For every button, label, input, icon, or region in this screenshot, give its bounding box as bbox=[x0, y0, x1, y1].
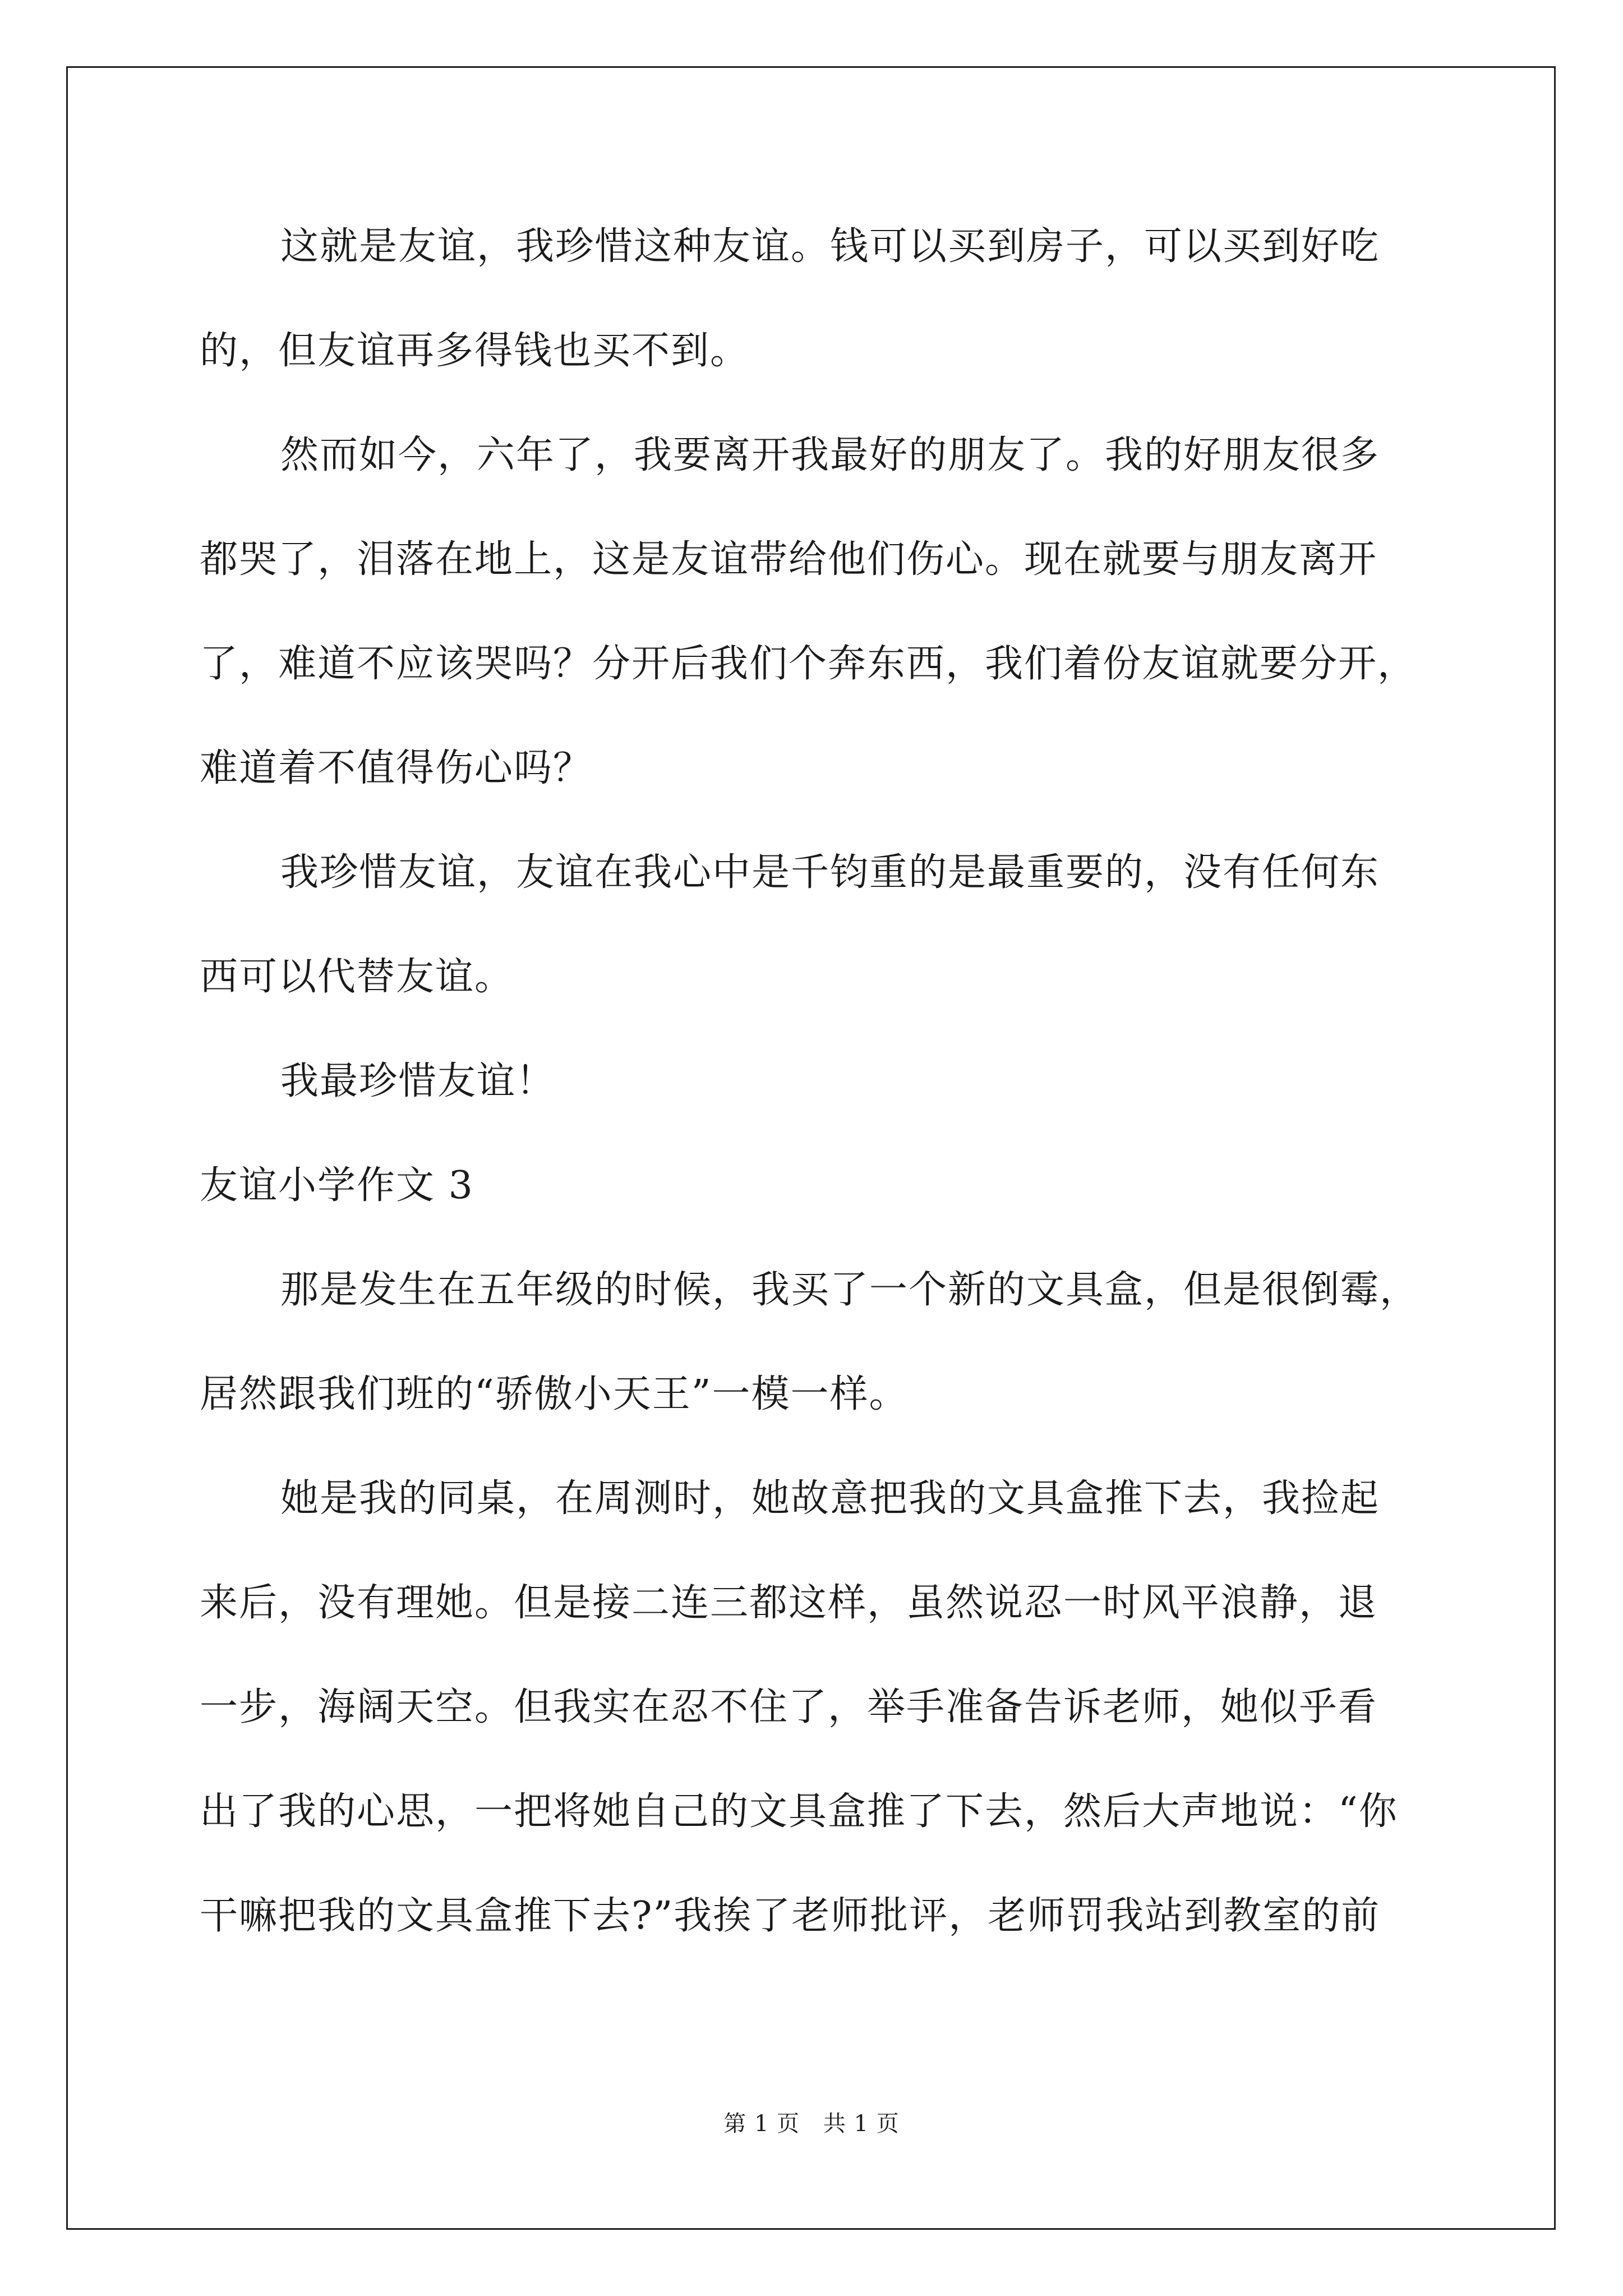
paragraph-line: 那是发生在五年级的时候，我买了一个新的文具盒，但是很倒霉， bbox=[280, 1268, 1419, 1312]
paragraph-line: 干嘛把我的文具盒推下去?”我挨了老师批评，老师罚我站到教室的前 bbox=[200, 1894, 1381, 1938]
paragraph-line: 出了我的心思，一把将她自己的文具盒推了下去，然后大声地说：“你 bbox=[200, 1789, 1398, 1834]
paragraph-line: 居然跟我们班的“骄傲小天王”一模一样。 bbox=[200, 1372, 909, 1416]
paragraph-line: 来后，没有理她。但是接二连三都这样，虽然说忍一时风平浪静，退 bbox=[200, 1581, 1378, 1625]
paragraph-line: 都哭了，泪落在地上，这是友谊带给他们伤心。现在就要与朋友离开 bbox=[200, 537, 1378, 582]
paragraph-line: 我最珍惜友谊！ bbox=[280, 1059, 556, 1103]
paragraph-line: 难道着不值得伤心吗？ bbox=[200, 746, 593, 790]
document-body bbox=[200, 220, 1450, 1943]
paragraph-line: 我珍惜友谊，友谊在我心中是千钧重的是最重要的，没有任何东 bbox=[280, 850, 1380, 895]
page-footer bbox=[0, 2109, 1623, 2138]
paragraph-line: 一步，海阔天空。但我实在忍不住了，举手准备告诉老师，她似乎看 bbox=[200, 1685, 1378, 1729]
paragraph-line: 她是我的同桌，在周测时，她故意把我的文具盒推下去，我捡起 bbox=[280, 1476, 1380, 1521]
section-heading: 友谊小学作文 3 bbox=[200, 1163, 474, 1208]
paragraph-line: 的，但友谊再多得钱也买不到。 bbox=[200, 329, 750, 373]
paragraph-line: 了，难道不应该哭吗？分开后我们个奔东西，我们着份友谊就要分开， bbox=[200, 642, 1417, 686]
paragraph-line: 这就是友谊，我珍惜这种友谊。钱可以买到房子，可以买到好吃 bbox=[280, 224, 1380, 269]
page-number-current: 第 1 页 bbox=[723, 2111, 800, 2137]
paragraph-line: 西可以代替友谊。 bbox=[200, 955, 514, 999]
paragraph-line: 然而如今，六年了，我要离开我最好的朋友了。我的好朋友很多 bbox=[280, 433, 1380, 477]
page-number-total: 共 1 页 bbox=[823, 2111, 900, 2137]
